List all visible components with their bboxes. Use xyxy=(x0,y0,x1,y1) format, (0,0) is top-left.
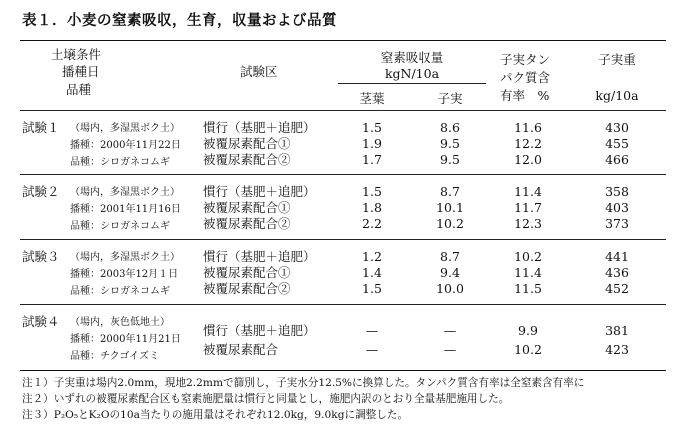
weight-value: 441 xyxy=(605,249,629,264)
trial-variety: 品種：シロガネコムギ xyxy=(70,286,170,297)
plot-name: 被覆尿素配合① xyxy=(203,136,291,151)
trial-variety: 品種：チクゴイズミ xyxy=(70,351,159,362)
header-protein-3: 有率 % xyxy=(500,88,550,103)
protein-value: 12.0 xyxy=(514,152,542,167)
stem-value: — xyxy=(365,342,379,357)
stem-value: 1.8 xyxy=(362,200,382,215)
plot-name: 被覆尿素配合 xyxy=(203,342,279,357)
seed-value: 10.0 xyxy=(436,281,464,296)
table-bottom-rule xyxy=(20,370,666,371)
header-weight-unit: kg/10a xyxy=(595,88,639,103)
trial-variety: 品種：シロガネコムギ xyxy=(70,157,170,168)
plot-name: 慣行（基肥＋追肥） xyxy=(203,184,316,199)
stem-value: 1.5 xyxy=(362,184,382,199)
header-variety: 品種 xyxy=(66,82,92,97)
weight-value: 403 xyxy=(605,200,629,215)
footnote-2: 注２）いずれの被覆尿素配合区も窒素施肥量は慣行と同量とし，施肥内訳のとおり全量基肥施用した。 xyxy=(22,393,510,405)
header-n-unit: kgN/10a xyxy=(384,66,440,81)
plot-name: 被覆尿素配合② xyxy=(203,216,291,231)
trial-sowing: 播種：2000年11月22日 xyxy=(70,140,181,151)
plot-name: 被覆尿素配合② xyxy=(203,281,291,296)
seed-value: 10.1 xyxy=(436,200,464,215)
protein-value: 11.7 xyxy=(514,200,542,215)
plot-name: 慣行（基肥＋追肥） xyxy=(203,249,316,264)
protein-value: 12.3 xyxy=(514,216,542,231)
seed-value: — xyxy=(443,323,457,338)
plot-name: 被覆尿素配合① xyxy=(203,200,291,215)
plot-name: 慣行（基肥＋追肥） xyxy=(203,120,316,135)
header-weight: 子実重 xyxy=(598,52,636,67)
group-rule-2 xyxy=(20,239,666,240)
stem-value: 1.4 xyxy=(362,265,382,280)
seed-value: 10.2 xyxy=(436,216,464,231)
protein-value: 11.5 xyxy=(514,281,542,296)
header-bottom-rule xyxy=(20,110,666,111)
seed-value: 8.7 xyxy=(440,184,460,199)
header-stem: 茎葉 xyxy=(359,91,385,106)
seed-value: 9.5 xyxy=(440,136,460,151)
header-sowing: 播種日 xyxy=(62,64,100,79)
protein-value: 11.4 xyxy=(514,265,542,280)
plot-name: 被覆尿素配合① xyxy=(203,265,291,280)
stem-value: 1.2 xyxy=(362,249,382,264)
weight-value: 430 xyxy=(605,120,629,135)
trial-name: 試験４ xyxy=(22,314,60,329)
weight-value: 373 xyxy=(605,216,629,231)
seed-value: — xyxy=(443,342,457,357)
trial-sowing: 播種：2000年11月21日 xyxy=(70,334,181,345)
stem-value: 1.7 xyxy=(362,152,382,167)
stem-value: 1.5 xyxy=(362,281,382,296)
stem-value: — xyxy=(365,323,379,338)
protein-value: 12.2 xyxy=(514,136,542,151)
seed-value: 9.4 xyxy=(440,265,460,280)
footnote-1: 注１）子実重は場内2.0mm，現地2.2mmで篩別し，子実水分12.5%に換算した。タンパク質含有率は全窒素含有率に xyxy=(22,377,585,389)
trial-place: （場内，灰色低地土） xyxy=(70,317,170,328)
weight-value: 358 xyxy=(605,184,629,199)
weight-value: 423 xyxy=(605,342,629,357)
header-soil: 土壌条件 xyxy=(51,47,102,62)
table-title: 表１．小麦の窒素吸収，生育，収量および品質 xyxy=(22,13,337,29)
group-rule-3 xyxy=(20,304,666,305)
trial-place: （場内，多湿黒ボク土） xyxy=(70,123,180,134)
table-top-rule xyxy=(20,40,666,41)
protein-value: 10.2 xyxy=(514,249,542,264)
stem-value: 1.5 xyxy=(362,120,382,135)
n-header-underline xyxy=(338,83,486,84)
seed-value: 8.7 xyxy=(440,249,460,264)
trial-name: 試験３ xyxy=(22,249,60,264)
trial-name: 試験２ xyxy=(22,184,60,199)
protein-value: 11.6 xyxy=(514,120,542,135)
protein-value: 10.2 xyxy=(514,342,542,357)
header-n-absorb: 窒素吸収量 xyxy=(380,50,444,65)
footnote-3: 注３）P₂O₅とK₂Oの10a当たりの施用量はそれぞれ12.0kg，9.0kgに調整した。 xyxy=(22,409,409,421)
protein-value: 9.9 xyxy=(518,323,538,338)
header-seed: 子実 xyxy=(437,91,463,106)
header-plot: 試験区 xyxy=(240,64,278,79)
trial-sowing: 播種：2001年11月16日 xyxy=(70,204,181,215)
seed-value: 8.6 xyxy=(440,120,460,135)
trial-place: （場内，多湿黒ボク土） xyxy=(70,252,180,263)
trial-name: 試験１ xyxy=(22,120,60,135)
weight-value: 455 xyxy=(605,136,629,151)
weight-value: 436 xyxy=(605,265,629,280)
group-rule-1 xyxy=(20,174,666,175)
stem-value: 1.9 xyxy=(362,136,382,151)
seed-value: 9.5 xyxy=(440,152,460,167)
weight-value: 466 xyxy=(605,152,629,167)
weight-value: 381 xyxy=(605,323,629,338)
plot-name: 慣行（基肥＋追肥） xyxy=(203,323,316,338)
header-protein-1: 子実タン xyxy=(500,52,551,67)
trial-place: （場内，多湿黒ボク土） xyxy=(70,187,180,198)
stem-value: 2.2 xyxy=(362,216,382,231)
trial-sowing: 播種：2003年12月１日 xyxy=(70,269,179,280)
trial-variety: 品種：シロガネコムギ xyxy=(70,221,170,232)
plot-name: 被覆尿素配合② xyxy=(203,152,291,167)
header-protein-2: パク質含 xyxy=(500,70,551,85)
protein-value: 11.4 xyxy=(514,184,542,199)
weight-value: 452 xyxy=(605,281,629,296)
